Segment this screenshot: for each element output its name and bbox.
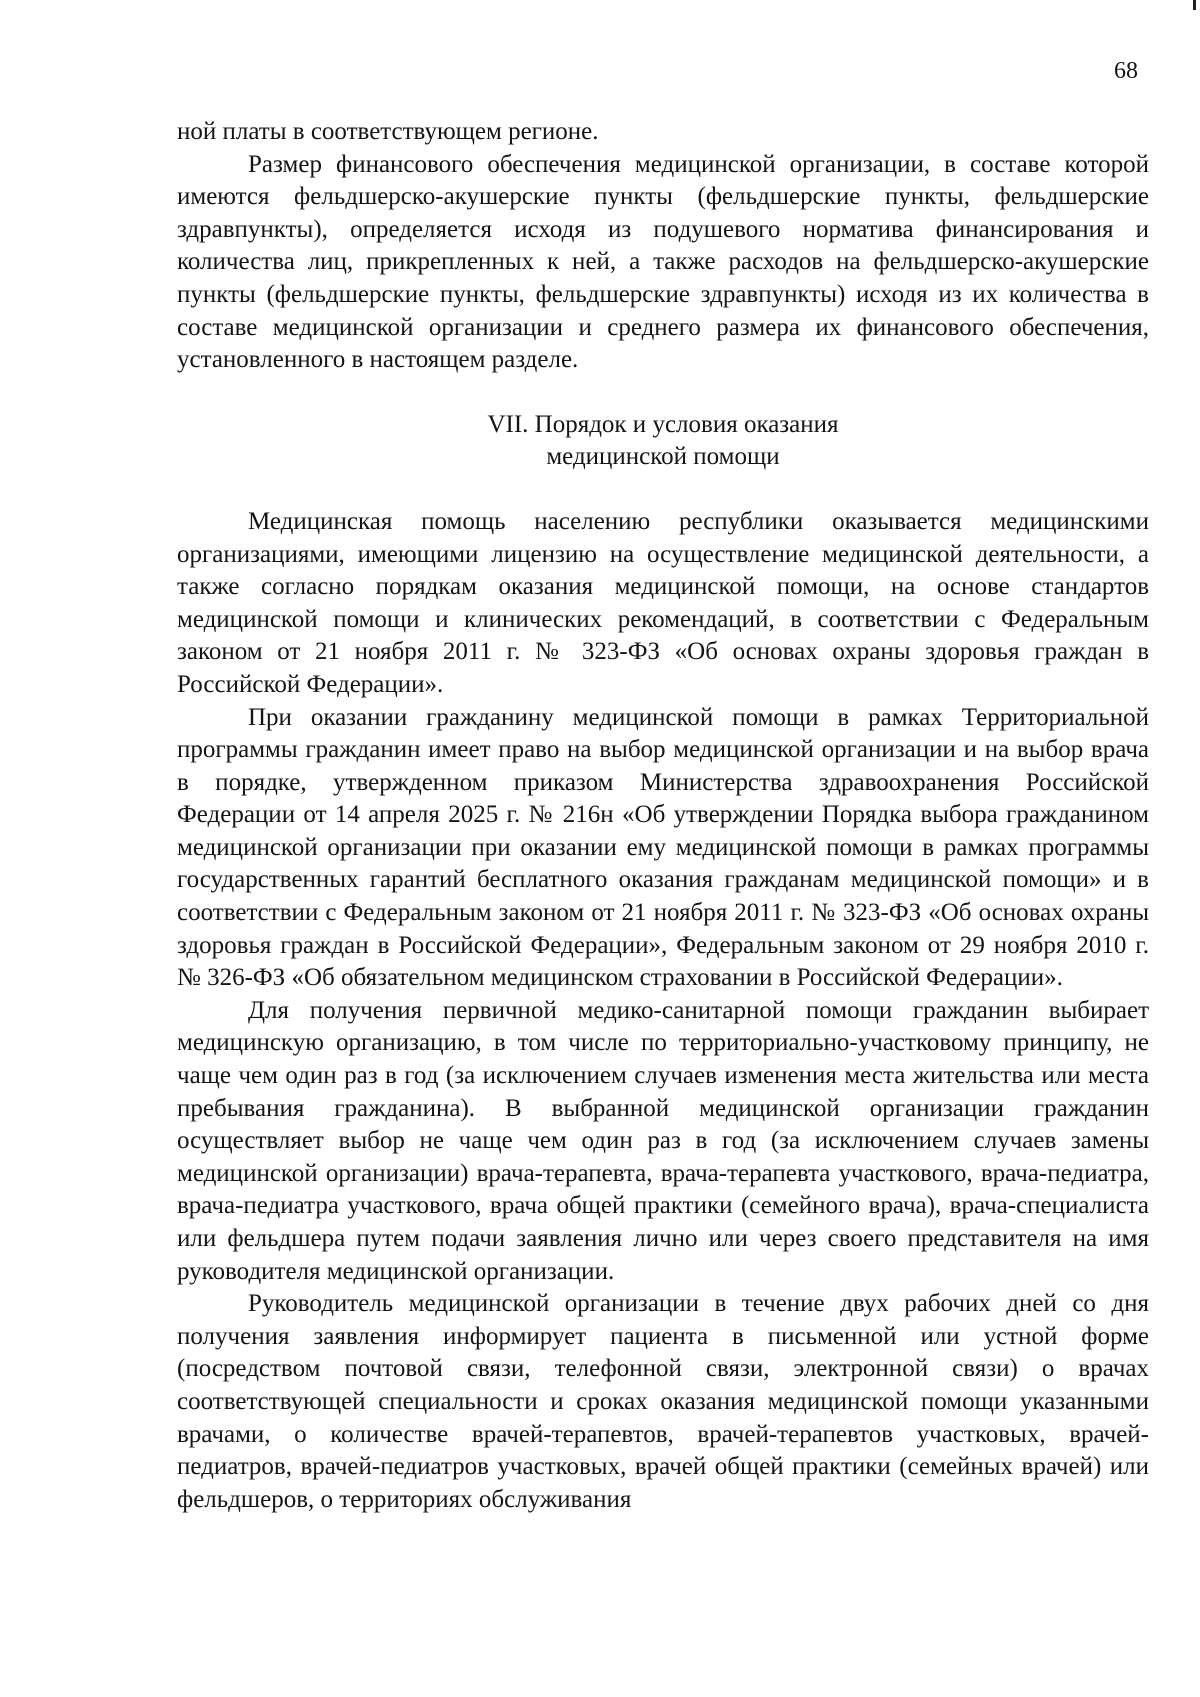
spacer (177, 474, 1149, 506)
scan-edge-mark (1193, 0, 1196, 10)
paragraph-choice: При оказании гражданину медицинской помощи в рамках Территориальной программы гражданин имеет право на выбор медицинской организации и на выбор врача в порядке, утвержденном приказом Министерства здравоохранения Российской Федерации от 14 апреля 2025 г. № 216н «Об утверждении Порядка выбора гражданином медицинской организации при оказании ему медицинской помощи в рамках программы государственных гарантий бесплатного оказания гражданам медицинской помощи» и в соответствии с Федеральным законом от 21 ноября 2011 г. № 323-ФЗ «Об основах охраны здоровья граждан в Российской Федерации», Федеральным законом от 29 ноября 2010 г. № 326-ФЗ «Об обязательном медицинском страховании в Российской Федерации». (177, 703, 1149, 992)
paragraph-primary-care: Для получения первичной медико-санитарной помощи гражданин выбирает медицинскую организацию, в том числе по территориально-участковому принципу, не чаще чем один раз в год (за исключением случаев изменения места жительства или места пребывания гражданина). В выбранной медицинской организации гражданин осуществляет выбор не чаще чем один раз в год (за исключением случаев замены медицинской организации) врача-терапевта, врача-терапевта участкового, врача-педиатра, врача-педиатра участкового, врача общей практики (семейного врача), врача-специалиста или фельдшера путем подачи заявления лично или через своего представителя на имя руководителя медицинской организации. (177, 996, 1149, 1285)
section-heading-line-1: VII. Порядок и условия оказания (487, 410, 839, 438)
page-number: 68 (1114, 58, 1138, 84)
document-body (177, 116, 1149, 1516)
section-heading-line-2: медицинской помощи (546, 443, 780, 471)
paragraph-continuation: ной платы в соответствующем регионе. (177, 118, 599, 145)
paragraph-head-informs: Руководитель медицинской организации в течение двух рабочих дней со дня получения заявления информирует пациента в письменной или устной форме (посредством почтовой связи, телефонной связи, электронной связи) о врачах соответствующей специальности и сроках оказания медицинской помощи указанными врачами, о количестве врачей-терапевтов, врачей-терапевтов участковых, врачей-педиатров, врачей-педиатров участковых, врачей общей практики (семейных врачей) или фельдшеров, о территориях обслуживания (177, 1290, 1149, 1513)
paragraph-financing: Размер финансового обеспечения медицинской организации, в составе которой имеются фельдшерско-акушерские пункты (фельдшерские пункты, фельдшерские здравпункты), определяется исходя из подушевого норматива финансирования и количества лиц, прикрепленных к ней, а также расходов на фельдшерско-акушерские пункты (фельдшерские пункты, фельдшерские здравпункты) исходя из их количества в составе медицинской организации и среднего размера их финансового обеспечения, установленного в настоящем разделе. (177, 150, 1149, 374)
paragraph-intro: Медицинская помощь населению республики оказывается медицинскими организациями, имеющими лицензию на осуществление медицинской деятельности, а также согласно порядкам оказания медицинской помощи, на основе стандартов медицинской помощи и клинических рекомендаций, в соответствии с Федеральным законом от 21 ноября 2011 г. № 323-ФЗ «Об основах охраны здоровья граждан в Российской Федерации». (177, 507, 1149, 698)
spacer (177, 377, 1149, 409)
section-heading (177, 409, 1149, 474)
